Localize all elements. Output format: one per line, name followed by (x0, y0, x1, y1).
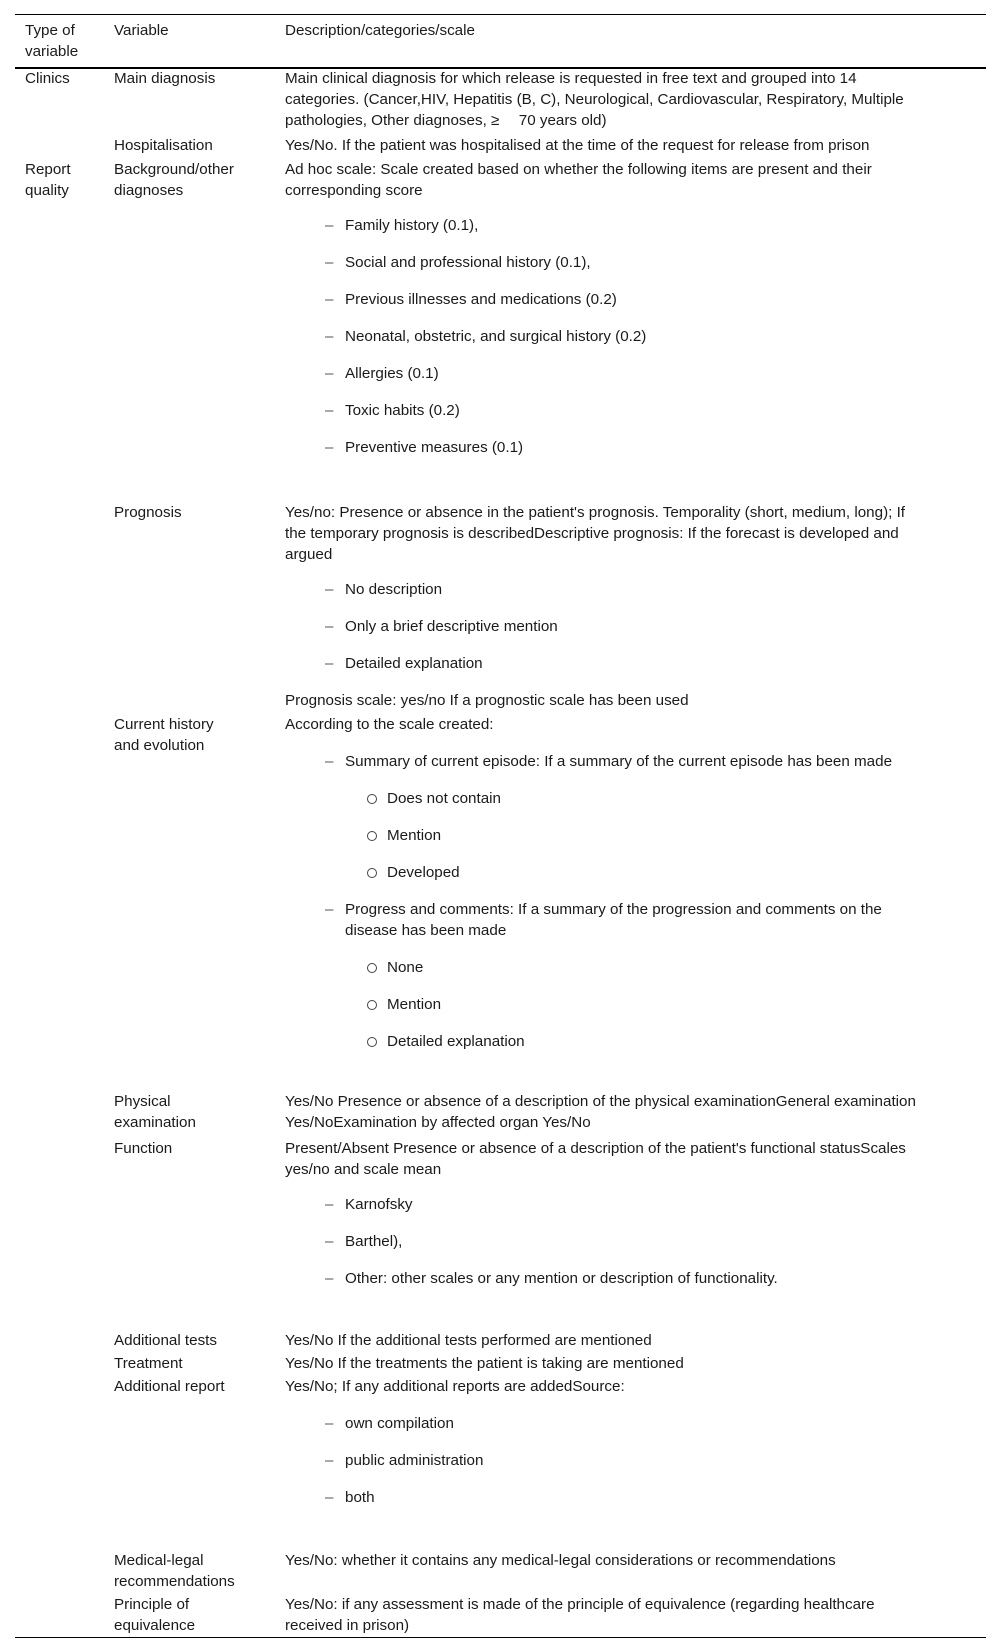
dash-bullet: – (325, 365, 334, 382)
variable-function: Function (114, 1140, 173, 1157)
sub-list-item-text: Does not contain (387, 790, 501, 807)
desc-line: argued (285, 546, 333, 563)
sub-list-item-text: Mention (387, 827, 442, 844)
list-item-text: No description (345, 581, 443, 598)
variable-line: and evolution (114, 737, 205, 754)
variable-physical-examination (114, 1091, 274, 1133)
sub-list-item-text: None (387, 959, 424, 976)
list-item-text: Karnofsky (345, 1196, 413, 1213)
list-item-text: Detailed explanation (345, 655, 483, 672)
dash-bullet: – (325, 655, 334, 672)
circle-bullet-icon (367, 1037, 377, 1047)
list-item-text: Barthel), (345, 1233, 403, 1250)
variable-line: examination (114, 1114, 196, 1131)
variable-line: Physical (114, 1093, 171, 1110)
desc-line: Yes/No Presence or absence of a description of the physical examinationGeneral examination (285, 1093, 916, 1110)
desc-line: the temporary prognosis is describedDescriptive prognosis: If the forecast is developed and (285, 525, 899, 542)
variable-background (114, 159, 274, 201)
variable-line: Background/other (114, 161, 234, 178)
variable-main-diagnosis: Main diagnosis (114, 70, 216, 87)
circle-bullet-icon (367, 1000, 377, 1010)
variable-additional-report: Additional report (114, 1378, 225, 1395)
dash-bullet: – (325, 901, 334, 918)
description-prognosis (285, 502, 985, 709)
desc-line: According to the scale created: (285, 716, 494, 733)
list-item-text: both (345, 1489, 375, 1506)
header-type-of-variable (25, 20, 105, 62)
progress-line: Progress and comments: If a summary of the progression and comments on the (345, 901, 882, 918)
variable-additional-tests: Additional tests (114, 1332, 217, 1349)
dash-bullet: – (325, 1270, 334, 1287)
sub-list-item-text: Detailed explanation (387, 1033, 525, 1050)
variable-treatment: Treatment (114, 1355, 183, 1372)
description-hospitalisation: Yes/No. If the patient was hospitalised at the time of the request for release from prison (285, 137, 870, 154)
dash-bullet: – (325, 1196, 334, 1213)
header-type-line2: variable (25, 43, 79, 60)
description-background (285, 159, 985, 456)
description-treatment: Yes/No If the treatments the patient is taking are mentioned (285, 1355, 684, 1372)
type-report-quality (25, 159, 105, 201)
variable-line: equivalence (114, 1617, 196, 1634)
header-description: Description/categories/scale (285, 22, 475, 39)
dash-bullet: – (325, 254, 334, 271)
dash-bullet: – (325, 328, 334, 345)
dash-bullet: – (325, 753, 334, 770)
description-main-diagnosis (285, 68, 985, 131)
desc-line: Yes/NoExamination by affected organ Yes/No (285, 1114, 591, 1131)
description-function (285, 1138, 985, 1287)
dash-bullet: – (325, 581, 334, 598)
desc-line: categories. (Cancer,HIV, Hepatitis (B, C), Neurological, Cardiovascular, Respiratory, Multiple (285, 91, 904, 108)
variable-equivalence (114, 1594, 274, 1636)
dash-bullet: – (325, 402, 334, 419)
dash-bullet: – (325, 439, 334, 456)
type-line: Report (25, 161, 71, 178)
variable-current-history (114, 714, 274, 756)
list-item-text: Previous illnesses and medications (0.2) (345, 291, 617, 308)
table-bottom-rule (15, 1637, 986, 1638)
desc-line: Yes/No: if any assessment is made of the principle of equivalence (regarding healthcare (285, 1596, 875, 1613)
dash-bullet: – (325, 618, 334, 635)
list-item-text: Other: other scales or any mention or description of functionality. (345, 1270, 778, 1287)
variable-prognosis: Prognosis (114, 504, 182, 521)
circle-bullet-icon (367, 963, 377, 973)
desc-line: pathologies, Other diagnoses, ≥ 70 years old) (285, 112, 607, 129)
list-item-text: Preventive measures (0.1) (345, 439, 524, 456)
header-type-line1: Type of (25, 22, 75, 39)
variable-line: recommendations (114, 1573, 235, 1590)
description-medical-legal: Yes/No: whether it contains any medical-legal considerations or recommendations (285, 1552, 836, 1569)
variable-line: Medical-legal (114, 1552, 204, 1569)
circle-bullet-icon (367, 794, 377, 804)
sub-list-item-text: Developed (387, 864, 460, 881)
desc-line: Yes/no: Presence or absence in the patient's prognosis. Temporality (short, medium, long); If (285, 504, 906, 521)
desc-line: yes/no and scale mean (285, 1161, 442, 1178)
variable-line: Principle of (114, 1596, 190, 1613)
circle-bullet-icon (367, 831, 377, 841)
description-current-history (285, 714, 985, 1050)
type-line: quality (25, 182, 69, 199)
variable-line: diagnoses (114, 182, 184, 199)
dash-bullet: – (325, 291, 334, 308)
progress-line: disease has been made (345, 922, 507, 939)
list-item-text: Only a brief descriptive mention (345, 618, 558, 635)
dash-bullet: – (325, 1489, 334, 1506)
circle-bullet-icon (367, 868, 377, 878)
description-equivalence (285, 1594, 985, 1636)
list-item-text: public administration (345, 1452, 484, 1469)
prognosis-scale-note: Prognosis scale: yes/no If a prognostic scale has been used (285, 692, 689, 709)
dash-bullet: – (325, 217, 334, 234)
table-top-rule (15, 14, 986, 15)
sub-list-item-text: Mention (387, 996, 442, 1013)
desc-line: Present/Absent Presence or absence of a description of the patient's functional statusScales (285, 1140, 906, 1157)
dash-bullet: – (325, 1233, 334, 1250)
type-clinics: Clinics (25, 70, 70, 87)
desc-line: Ad hoc scale: Scale created based on whether the following items are present and their (285, 161, 872, 178)
desc-line: Yes/No; If any additional reports are addedSource: (285, 1378, 625, 1395)
list-item-text: own compilation (345, 1415, 454, 1432)
list-item-text: Allergies (0.1) (345, 365, 439, 382)
dash-bullet: – (325, 1415, 334, 1432)
desc-line: received in prison) (285, 1617, 410, 1634)
list-item-text: Summary of current episode: If a summary of the current episode has been made (345, 753, 893, 770)
list-item-text: Neonatal, obstetric, and surgical history (0.2) (345, 328, 647, 345)
list-item-text (345, 899, 965, 941)
description-physical-examination (285, 1091, 985, 1133)
list-item-text: Social and professional history (0.1), (345, 254, 591, 271)
header-variable: Variable (114, 22, 169, 39)
desc-line: corresponding score (285, 182, 423, 199)
list-item-text: Toxic habits (0.2) (345, 402, 460, 419)
description-additional-report (285, 1376, 985, 1506)
list-item-text: Family history (0.1), (345, 217, 479, 234)
desc-line: Main clinical diagnosis for which release is requested in free text and grouped into 14 (285, 70, 857, 87)
dash-bullet: – (325, 1452, 334, 1469)
variable-medical-legal (114, 1550, 274, 1592)
description-additional-tests: Yes/No If the additional tests performed are mentioned (285, 1332, 652, 1349)
variable-hospitalisation: Hospitalisation (114, 137, 213, 154)
variable-line: Current history (114, 716, 214, 733)
